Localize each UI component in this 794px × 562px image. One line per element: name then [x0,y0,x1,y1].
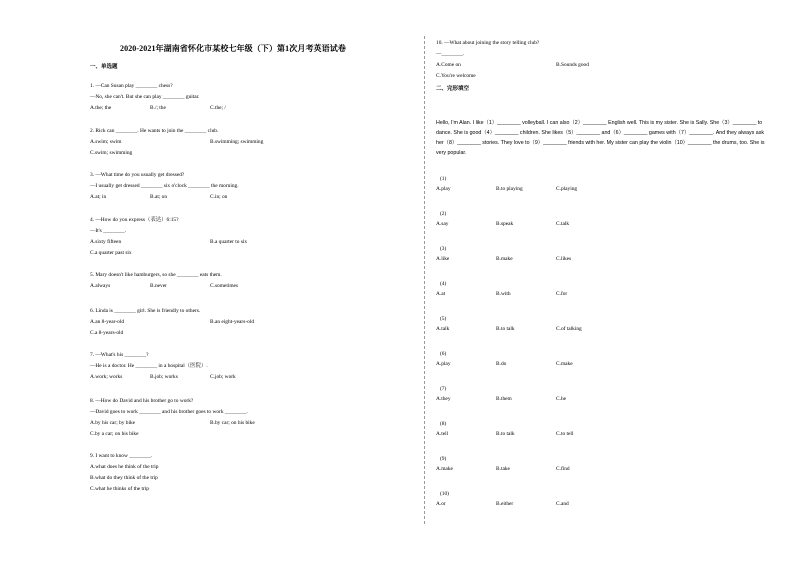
cloze-option[interactable]: B.either [496,501,514,507]
answer-option[interactable]: B.never [150,283,167,289]
answer-option[interactable]: A.sixty fifteen [90,239,122,245]
question-stem-line: 3. —What time do you usually get dressed? [90,172,185,178]
q10-option: B.Sounds good [556,62,589,68]
answer-option[interactable]: A.by his car; by bike [90,420,136,426]
cloze-option[interactable]: C.playing [556,186,578,192]
q10-stem-line: 10. —What about joining the story telling club? [436,40,540,46]
question-stem-line: 9. I want to know ________. [90,453,153,459]
cloze-option[interactable]: B.make [496,256,513,262]
answer-option[interactable]: B.an eight-years-old [210,319,255,325]
cloze-number: (5) [440,316,447,322]
cloze-option[interactable]: A.they [436,396,451,402]
question-stem-line: 8. —How do David and his brother go to work? [90,398,194,404]
cloze-number: (1) [440,176,447,182]
question-stem-line: —He is a doctor. He ________ in a hospital（医院）. [90,363,208,369]
answer-option[interactable]: C.by a car; on his bike [90,431,139,437]
answer-option[interactable]: C.a quarter past six [90,250,132,256]
cloze-option[interactable]: B.with [496,291,511,297]
cloze-number: (2) [440,211,447,217]
cloze-option[interactable]: B.take [496,466,510,472]
cloze-number: (3) [440,246,447,252]
cloze-option[interactable]: A.play [436,186,451,192]
cloze-option[interactable]: C.make [556,361,573,367]
cloze-option[interactable]: C.to tell [556,431,574,437]
answer-option[interactable]: C.what he thinks of the trip [90,486,149,492]
question-stem-line: 5. Mary doesn't like hamburgers, so she ________ eats them. [90,272,222,278]
answer-option[interactable]: B.at; on [150,194,168,200]
cloze-option[interactable]: B.to talk [496,326,515,332]
answer-option[interactable]: B.what do they think of the trip [90,475,158,481]
cloze-option[interactable]: C.likes [556,256,572,262]
q10-option: C.You're welcome [436,73,476,79]
cloze-option[interactable]: B.to playing [496,186,523,192]
cloze-option[interactable]: C.talk [556,221,570,227]
cloze-number: (10) [440,491,449,497]
answer-option[interactable]: B./; the [150,105,166,111]
cloze-number: (7) [440,386,447,392]
page-title: 2020-2021年湖南省怀化市某校七年级（下）第1次月考英语试卷 [120,44,346,53]
cloze-number: (4) [440,281,447,287]
answer-option[interactable]: B.job; works [150,374,178,380]
question-stem-line: 1. —Can Susan play ________ chess? [90,83,173,89]
q10-option: A.Come on [436,62,461,68]
answer-option[interactable]: A.at; in [90,194,107,200]
answer-option[interactable]: C.in; on [210,194,228,200]
cloze-number: (6) [440,351,447,357]
answer-option[interactable]: B.swimming; swimming [210,139,264,145]
answer-option[interactable]: A.what does he think of the trip [90,464,159,470]
cloze-option[interactable]: C.he [556,396,567,402]
answer-option[interactable]: B.a quarter to six [210,239,248,245]
section-heading-single-choice: 一、单选题 [90,64,118,70]
cloze-option[interactable]: A.make [436,466,453,472]
section-heading-cloze: 二、完形填空 [436,86,470,92]
cloze-option[interactable]: A.play [436,361,451,367]
cloze-option[interactable]: A.tell [436,431,449,437]
answer-option[interactable]: A.an 8-year-old [90,319,125,325]
question-stem-line: —No, she can't. But she can play ________ guitar. [90,94,200,100]
question-stem-line: 7. —What's his ________? [90,352,149,358]
cloze-passage: Hello, I'm Alan. I like（1）________ volleyball. I can also（2）________ English well. This is my sister. She is Sally. She（3）________ to dance. She is good（4）________ children. She likes（5）________ and（6）________ games with（7）________. And they always ask her（8）________ stories. They love to（9）________ friends with her. My sister can play the violin（10）________ the drums, too. She is very popular. [436,120,765,156]
cloze-option[interactable]: A.talk [436,326,450,332]
answer-option[interactable]: A.work; works [90,374,123,380]
answer-option[interactable]: C.swim; swimming [90,150,133,156]
answer-option[interactable]: C.the; / [210,105,226,111]
cloze-option[interactable]: A.like [436,256,450,262]
cloze-option[interactable]: B.do [496,361,507,367]
question-stem-line: —It's ________. [90,228,127,234]
answer-option[interactable]: A.swim; swim [90,139,122,145]
cloze-option[interactable]: B.to talk [496,431,515,437]
question-stem-line: 2. Rick can ________. He wants to join the ________ club. [90,128,219,134]
column-divider [424,36,425,524]
cloze-option[interactable]: C.and [556,501,569,507]
cloze-option[interactable]: C.find [556,466,570,472]
answer-option[interactable]: B.by car; on his bike [210,420,255,426]
answer-option[interactable]: C.a 8-years-old [90,330,124,336]
cloze-option[interactable]: A.say [436,221,449,227]
cloze-option[interactable]: B.speak [496,221,514,227]
answer-option[interactable]: A.always [90,283,111,289]
answer-option[interactable]: C.sometimes [210,283,239,289]
question-stem-line: —David goes to work ________ and his brother goes to work ________. [90,409,248,415]
question-stem-line: 4. —How do you express（表达）6:15? [90,217,179,223]
cloze-option[interactable]: C.for [556,291,568,297]
cloze-option[interactable]: B.them [496,396,512,402]
cloze-number: (8) [440,421,447,427]
question-stem-line: —I usually get dressed ________ six o'clock ________ the morning. [90,183,239,189]
cloze-option[interactable]: A.at [436,291,446,297]
cloze-option[interactable]: A.or [436,501,446,507]
cloze-option[interactable]: C.of talking [556,326,582,332]
answer-option[interactable]: A.the; the [90,105,112,111]
cloze-number: (9) [440,456,447,462]
question-stem-line: 6. Linda is ________ girl. She is friendly to others. [90,308,201,314]
answer-option[interactable]: C.job; work [210,374,236,380]
q10-stem-line: —________. [436,51,465,57]
